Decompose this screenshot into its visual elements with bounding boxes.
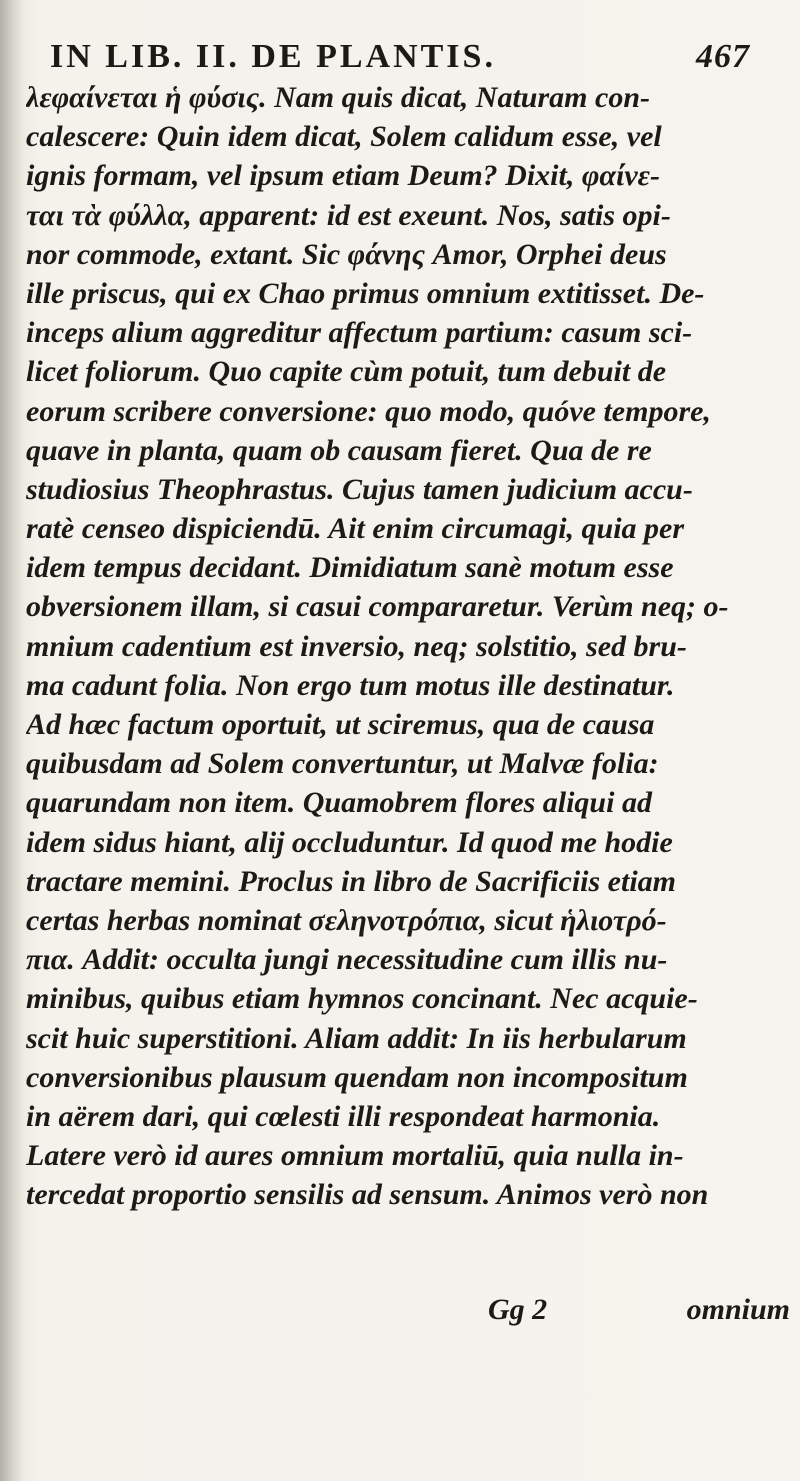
text-line: λεφαίνεται ἡ φύσις. Nam quis dicat, Naturam con- [26,81,650,114]
text-line: certas herbas nominat σεληνοτρόπια, sicut ἡλιοτρό- [26,903,667,937]
text-line: ille priscus, qui ex Chao primus omnium extitisset. De- [26,276,705,310]
page-footer [26,1290,796,1330]
text-line: obversionem illam, si casui compararetur. Verùm neq; o- [26,590,729,624]
text-line: πια. Addit: occulta jungi necessitudine cum illis nu- [26,943,668,977]
text-line: quave in planta, quam ob causam fieret. Qua de re [26,433,652,467]
catchword: omnium [686,1293,790,1326]
text-line: minibus, quibus etiam hymnos concinant. Nec acquie- [26,982,698,1016]
running-title: IN LIB. II. DE PLANTIS. [50,38,496,75]
text-line: studiosius Theophrastus. Cujus tamen judicium accu- [26,472,693,506]
gutter-shadow [0,0,24,1481]
text-line: scit huic superstitioni. Aliam addit: In iis herbularum [26,1021,687,1055]
signature-mark: Gg 2 [488,1293,548,1326]
text-line: licet foliorum. Quo capite cùm potuit, tum debuit de [26,355,667,389]
text-line: calescere: Quin idem dicat, Solem calidum esse, vel [26,120,662,154]
text-line: in aërem dari, qui cœlesti illi respondeat harmonia. [26,1099,661,1133]
text-line: mnium cadentium est inversio, neq; solstitio, sed bru- [26,629,687,663]
text-line: ignis formam, vel ipsum etiam Deum? Dixit, φαίνε- [26,159,660,193]
page-number: 467 [696,38,750,75]
text-line: ma cadunt folia. Non ergo tum motus ille destinatur. [26,668,675,702]
text-line: quibusdam ad Solem convertuntur, ut Malvæ folia: [26,747,659,781]
body-text [26,78,796,1214]
text-line: idem tempus decidant. Dimidiatum sanè motum esse [26,551,674,585]
page-header [50,38,750,76]
text-line: inceps alium aggreditur affectum partium: casum sci- [26,316,693,350]
text-line: Ad hæc factum oportuit, ut sciremus, qua de causa [26,708,655,741]
text-line: eorum scribere conversione: quo modo, quóve tempore, [26,394,711,428]
text-line: Latere verò id aures omnium mortaliū, quia nulla in- [26,1139,684,1173]
text-line: conversionibus plausum quendam non incompositum [26,1060,688,1094]
text-line: ται τὰ φύλλα, apparent: id est exeunt. Nos, satis opi- [26,198,671,232]
text-line: nor commode, extant. Sic φάνης Amor, Orphei deus [26,237,667,271]
text-line: quarundam non item. Quamobrem flores aliqui ad [26,786,652,820]
text-line: idem sidus hiant, alij occluduntur. Id quod me hodie [26,825,673,859]
text-line: tractare memini. Proclus in libro de Sacrificiis etiam [26,864,676,898]
text-line: tercedat proportio sensilis ad sensum. Animos verò non [26,1178,709,1212]
text-line: ratè censeo dispiciendū. Ait enim circumagi, quia per [26,512,685,546]
